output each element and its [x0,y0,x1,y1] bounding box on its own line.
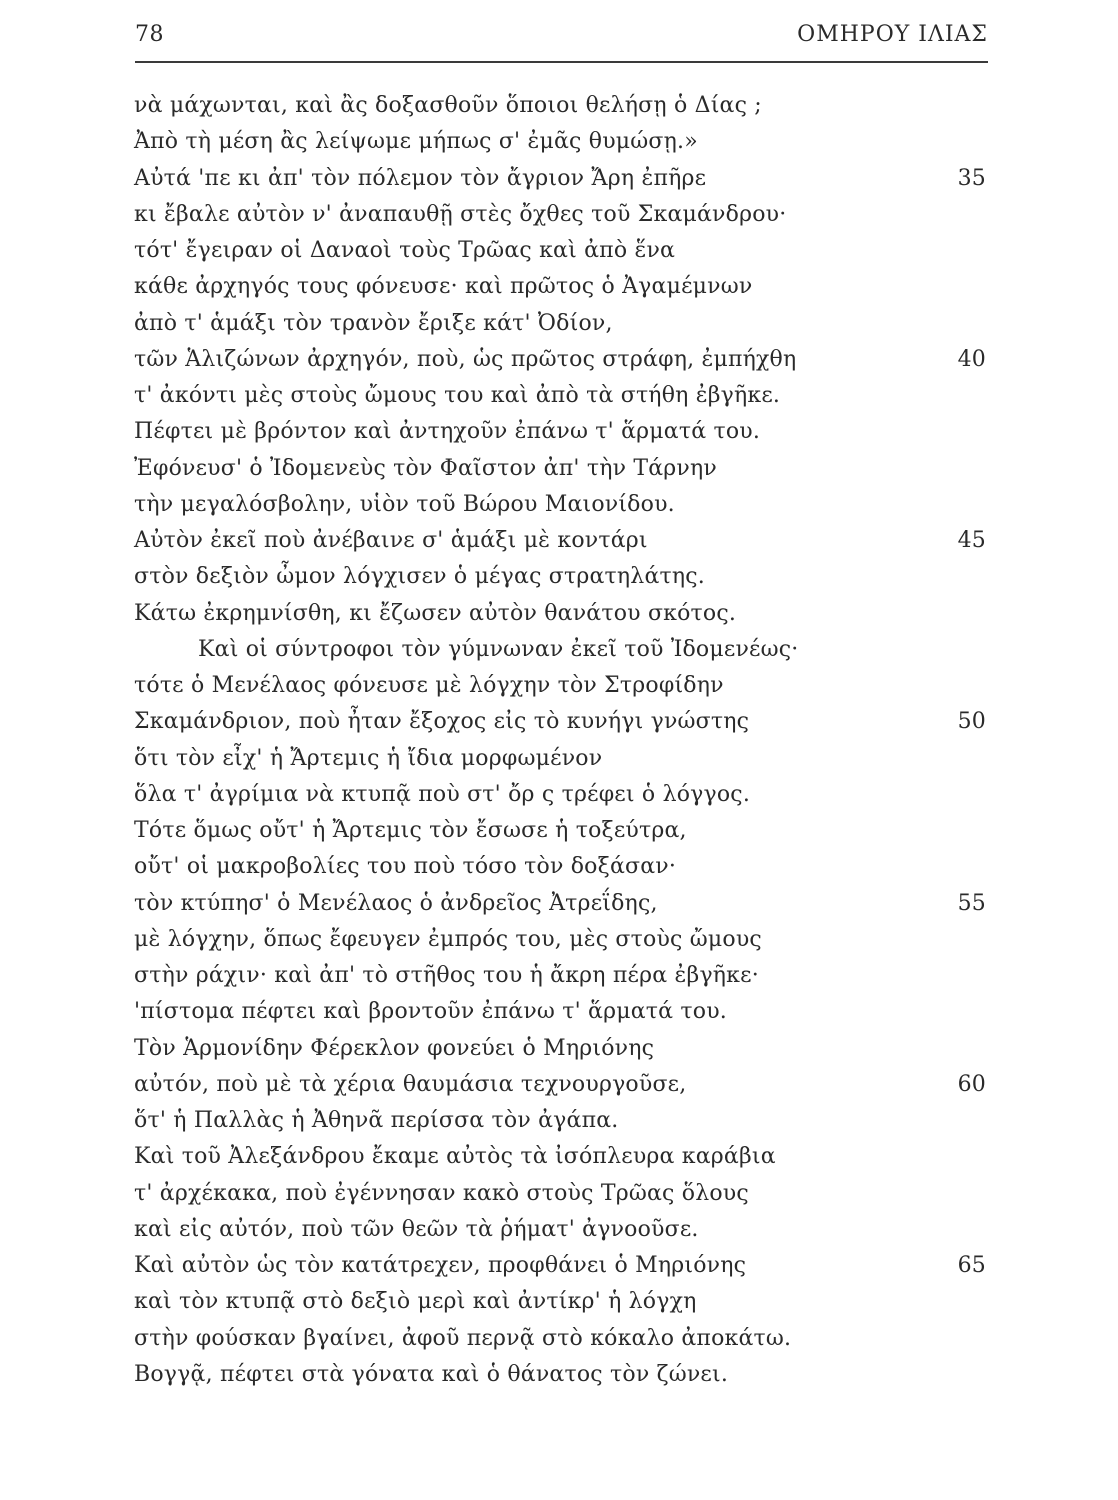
verse-line [134,704,986,740]
verse-text: Ἀπὸ τὴ μέση ἂς λείψωμε μήπως σ' ἐμᾶς θυμώσῃ.» [134,129,698,155]
verse-text: Ἐφόνευσ' ὁ Ἰδομενεὺς τὸν Φαῖστον ἀπ' τὴν Τάρνην [134,455,717,481]
line-number: 55 [957,890,986,916]
verse-line [134,451,986,487]
verse-text: Καὶ οἱ σύντροφοι τὸν γύμνωναν ἐκεῖ τοῦ Ἰδομενέως· [198,636,799,662]
verse-text: Αὐτά 'πε κι ἀπ' τὸν πόλεμον τὸν ἄγριον Ἄρη ἐπῆρε [134,165,707,191]
verse-text: ὅτι τὸν εἶχ' ἡ Ἄρτεμις ἡ ἴδια μορφωμένον [134,745,603,771]
verse-text: Αὐτὸν ἐκεῖ ποὺ ἀνέβαινε σ' ἁμάξι μὲ κοντάρι [134,528,648,553]
verse-line [134,668,986,704]
verse-line [134,161,986,197]
verse-text: τ' ἀκόντι μὲς στοὺς ὤμους του καὶ ἀπὸ τὰ στήθη ἐβγῆκε. [134,383,781,408]
verse-line [134,523,986,559]
verse-line [134,849,986,885]
verse-text: Κάτω ἐκρημνίσθη, κι ἔζωσεν αὐτὸν θανάτου σκότος. [134,600,737,626]
verse-text: τ' ἀρχέκακα, ποὺ ἐγέννησαν κακὸ στοὺς Τρῶας ὅλους [134,1180,749,1206]
verse-line [134,1248,986,1284]
running-title: ΟΜΗΡΟΥ ΙΛΙΑΣ [797,22,988,47]
verse-line [134,233,986,269]
verse-text: νὰ μάχωνται, καὶ ἂς δοξασθοῦν ὅποιοι θελήσῃ ὁ Δίας ; [134,93,762,118]
line-number: 65 [957,1253,986,1278]
verse-text: τῶν Ἁλιζώνων ἀρχηγόν, ποὺ, ὡς πρῶτος στράφη, ἐμπήχθη [134,346,797,372]
verse-text: τότε ὁ Μενέλαος φόνευσε μὲ λόγχην τὸν Στροφίδην [134,673,724,698]
verse-text: Πέφτει μὲ βρόντον καὶ ἀντηχοῦν ἐπάνω τ' ἅρματά του. [134,419,761,445]
verse-text: στὴν φούσκαν βγαίνει, ἀφοῦ περνᾷ στὸ κόκαλο ἀποκάτω. [134,1325,792,1351]
verse-line [134,88,986,124]
verse-line [134,1103,986,1139]
verse-text: Βογγᾷ, πέφτει στὰ γόνατα καὶ ὁ θάνατος τὸν ζώνει. [134,1361,729,1387]
verse-line [134,741,986,777]
verse-line [134,994,986,1030]
verse-line [134,1176,986,1212]
verse-line [134,1139,986,1175]
verse-text: ὅλα τ' ἀγρίμια νὰ κτυπᾷ ποὺ στ' ὄρ ς τρέφει ὁ λόγγος. [134,781,751,807]
verse-text: τὴν μεγαλόσβολην, υἱὸν τοῦ Βώρου Μαιονίδου. [134,491,675,517]
verse-text: τότ' ἔγειραν οἱ Δαναοὶ τοὺς Τρῶας καὶ ἀπὸ ἕνα [134,238,676,263]
verse-line [134,596,986,632]
verse-line [134,886,986,922]
verse-line [134,1321,986,1357]
verse-text: κάθε ἀρχηγός τους φόνευσε· καὶ πρῶτος ὁ Ἀγαμέμνων [134,274,753,300]
verse-line [134,1031,986,1067]
verse-text: Τὸν Ἁρμονίδην Φέρεκλον φονεύει ὁ Μηριόνης [134,1035,655,1061]
line-number: 60 [957,1071,986,1097]
verse-line [134,922,986,958]
verse-line [134,197,986,233]
verse-text: κι ἔβαλε αὐτὸν ν' ἀναπαυθῇ στὲς ὄχθες τοῦ Σκαμάνδρου· [134,201,787,227]
line-number: 35 [957,165,986,191]
verse-line [134,378,986,414]
verse-text: στὴν ράχιν· καὶ ἀπ' τὸ στῆθος του ἡ ἄκρη πέρα ἐβγῆκε· [134,963,759,988]
verse-text: ὅτ' ἡ Παλλὰς ἡ Ἀθηνᾶ περίσσα τὸν ἀγάπα. [134,1108,619,1133]
verse-text: Καὶ αὐτὸν ὡς τὸν κατάτρεχεν, προφθάνει ὁ Μηριόνης [134,1253,747,1278]
verse-line [134,306,986,342]
verse-line [134,1212,986,1248]
page-number: 78 [135,22,164,47]
verse-text: Καὶ τοῦ Ἀλεξάνδρου ἔκαμε αὐτὸς τὰ ἰσόπλευρα καράβια [134,1144,776,1170]
line-number: 50 [957,709,986,735]
verse-text: Τότε ὅμως οὔτ' ἡ Ἄρτεμις τὸν ἔσωσε ἡ τοξεύτρα, [134,818,687,843]
verse-line [134,342,986,378]
verse-line [134,559,986,595]
line-number: 40 [957,346,986,372]
verse-line [134,124,986,160]
verse-text: καὶ τὸν κτυπᾷ στὸ δεξιὸ μερὶ καὶ ἀντίκρ' ἡ λόγχη [134,1289,697,1315]
verse-line [134,487,986,523]
verse-text: αὐτόν, ποὺ μὲ τὰ χέρια θαυμάσια τεχνουργοῦσε, [134,1071,687,1097]
poem-body [134,88,986,1393]
verse-line [134,958,986,994]
verse-text: 'πίστομα πέφτει καὶ βροντοῦν ἐπάνω τ' ἅρματά του. [134,999,728,1025]
verse-text: μὲ λόγχην, ὅπως ἔφευγεν ἐμπρός του, μὲς στοὺς ὤμους [134,926,762,952]
verse-line [134,269,986,305]
verse-line [134,1284,986,1320]
verse-text: στὸν δεξιὸν ὦμον λόγχισεν ὁ μέγας στρατηλάτης. [134,564,705,590]
verse-text: καὶ εἰς αὐτόν, ποὺ τῶν θεῶν τὰ ῥήματ' ἀγνοοῦσε. [134,1216,699,1242]
verse-line [134,632,986,668]
header-rule [135,61,988,63]
verse-text: ἀπὸ τ' ἁμάξι τὸν τρανὸν ἔριξε κάτ' Ὀδίον, [134,310,613,336]
line-number: 45 [957,528,986,553]
verse-text: οὔτ' οἱ μακροβολίες του ποὺ τόσο τὸν δοξάσαν· [134,854,677,880]
verse-line [134,813,986,849]
verse-line [134,1067,986,1103]
verse-line [134,777,986,813]
verse-text: τὸν κτύπησ' ὁ Μενέλαος ὁ ἀνδρεῖος Ἀτρεΐδης, [134,890,658,916]
verse-line [134,1357,986,1393]
verse-text: Σκαμάνδριον, ποὺ ἦταν ἔξοχος εἰς τὸ κυνήγι γνώστης [134,709,750,735]
verse-line [134,414,986,450]
